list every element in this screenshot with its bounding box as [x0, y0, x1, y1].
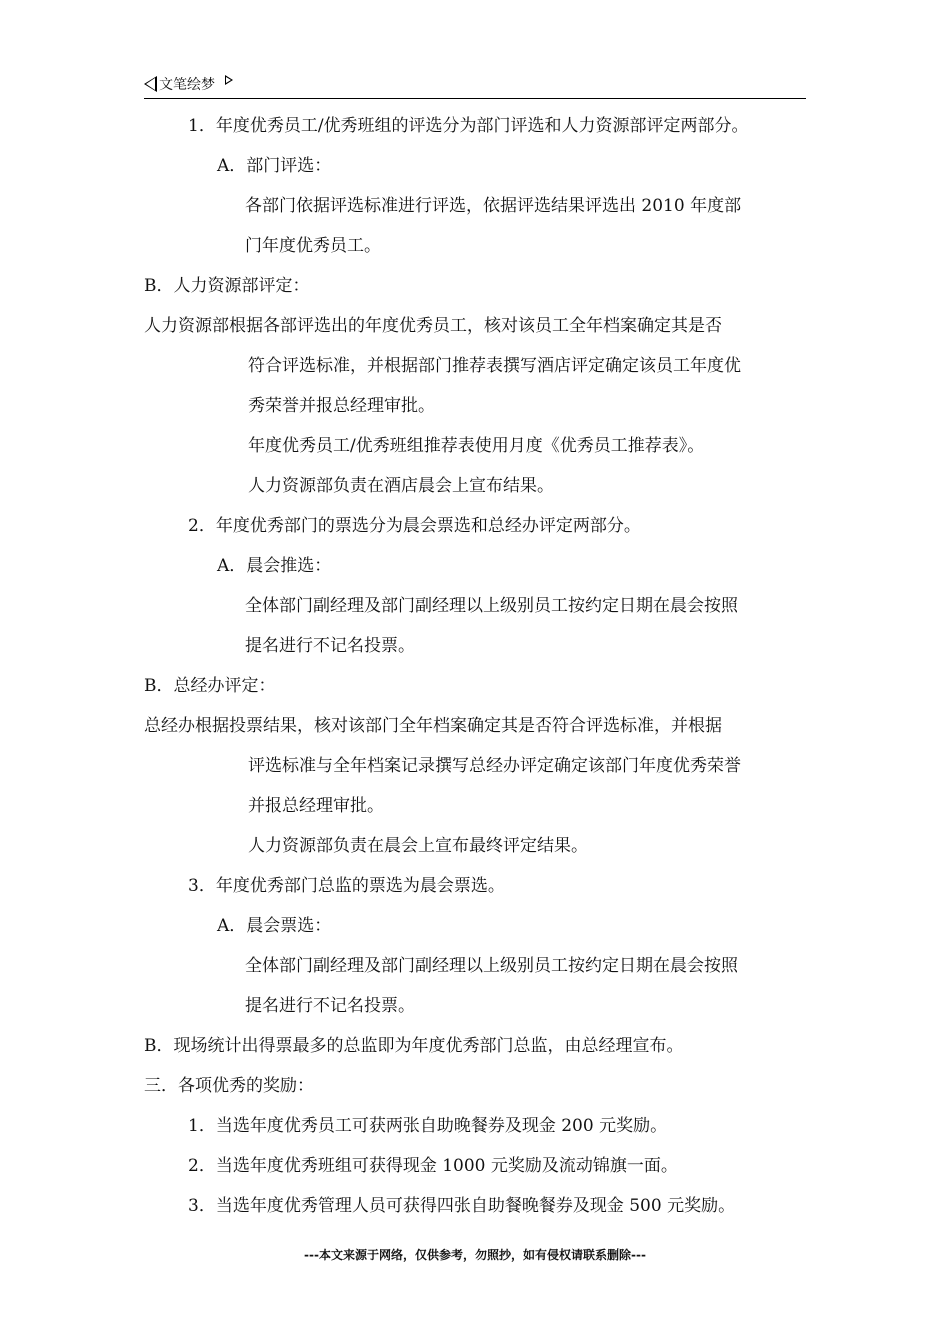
text-line: 年度优秀员工/优秀班组推荐表使用月度《优秀员工推荐表》。	[248, 436, 705, 456]
text-line: 人力资源部负责在酒店晨会上宣布结果。	[248, 476, 554, 496]
page-header	[144, 70, 806, 99]
text-line: 1．年度优秀员工/优秀班组的评选分为部门评选和人力资源部评定两部分。	[188, 116, 749, 136]
text-line: 2．年度优秀部门的票选分为晨会票选和总经办评定两部分。	[188, 516, 641, 536]
text-line: 门年度优秀员工。	[245, 236, 381, 256]
text-line: A．部门评选：	[217, 156, 332, 176]
text-line: A．晨会推选：	[217, 556, 332, 576]
text-line: 3．年度优秀部门总监的票选为晨会票选。	[188, 876, 505, 896]
text-line: 2．当选年度优秀班组可获得现金 1000 元奖励及流动锦旗一面。	[188, 1156, 678, 1176]
text-line: 1．当选年度优秀员工可获两张自助晚餐券及现金 200 元奖励。	[188, 1116, 668, 1136]
text-line: 提名进行不记名投票。	[245, 636, 415, 656]
text-line: 全体部门副经理及部门副经理以上级别员工按约定日期在晨会按照	[245, 596, 738, 616]
text-line: 3．当选年度优秀管理人员可获得四张自助餐晚餐券及现金 500 元奖励。	[188, 1196, 736, 1216]
text-line: B．总经办评定：	[144, 676, 276, 696]
text-line: 三．各项优秀的奖励：	[144, 1076, 314, 1096]
header-brand	[144, 74, 233, 94]
text-line: 并报总经理审批。	[248, 796, 384, 816]
text-line: 符合评选标准，并根据部门推荐表撰写酒店评定确定该员工年度优	[248, 356, 741, 376]
text-line: 总经办根据投票结果，核对该部门全年档案确定其是否符合评选标准，并根据	[144, 716, 722, 736]
text-line: B．现场统计出得票最多的总监即为年度优秀部门总监，由总经理宣布。	[144, 1036, 684, 1056]
text-line: B．人力资源部评定：	[144, 276, 310, 296]
header-title: 文笔绘梦	[159, 77, 215, 93]
text-line: 全体部门副经理及部门副经理以上级别员工按约定日期在晨会按照	[245, 956, 738, 976]
text-line: 人力资源部根据各部评选出的年度优秀员工，核对该员工全年档案确定其是否	[144, 316, 722, 336]
text-line: 评选标准与全年档案记录撰写总经办评定确定该部门年度优秀荣誉	[248, 756, 741, 776]
text-line: 秀荣誉并报总经理审批。	[248, 396, 435, 416]
text-line: 各部门依据评选标准进行评选，依据评选结果评选出 2010 年度部	[245, 196, 742, 216]
text-line: 提名进行不记名投票。	[245, 996, 415, 1016]
triangle-left-icon	[144, 76, 157, 92]
text-line: A．晨会票选：	[217, 916, 332, 936]
triangle-right-icon	[225, 75, 233, 85]
text-line: 人力资源部负责在晨会上宣布最终评定结果。	[248, 836, 588, 856]
page-footer: ---本文来源于网络，仅供参考，勿照抄，如有侵权请联系删除---	[304, 1248, 646, 1262]
